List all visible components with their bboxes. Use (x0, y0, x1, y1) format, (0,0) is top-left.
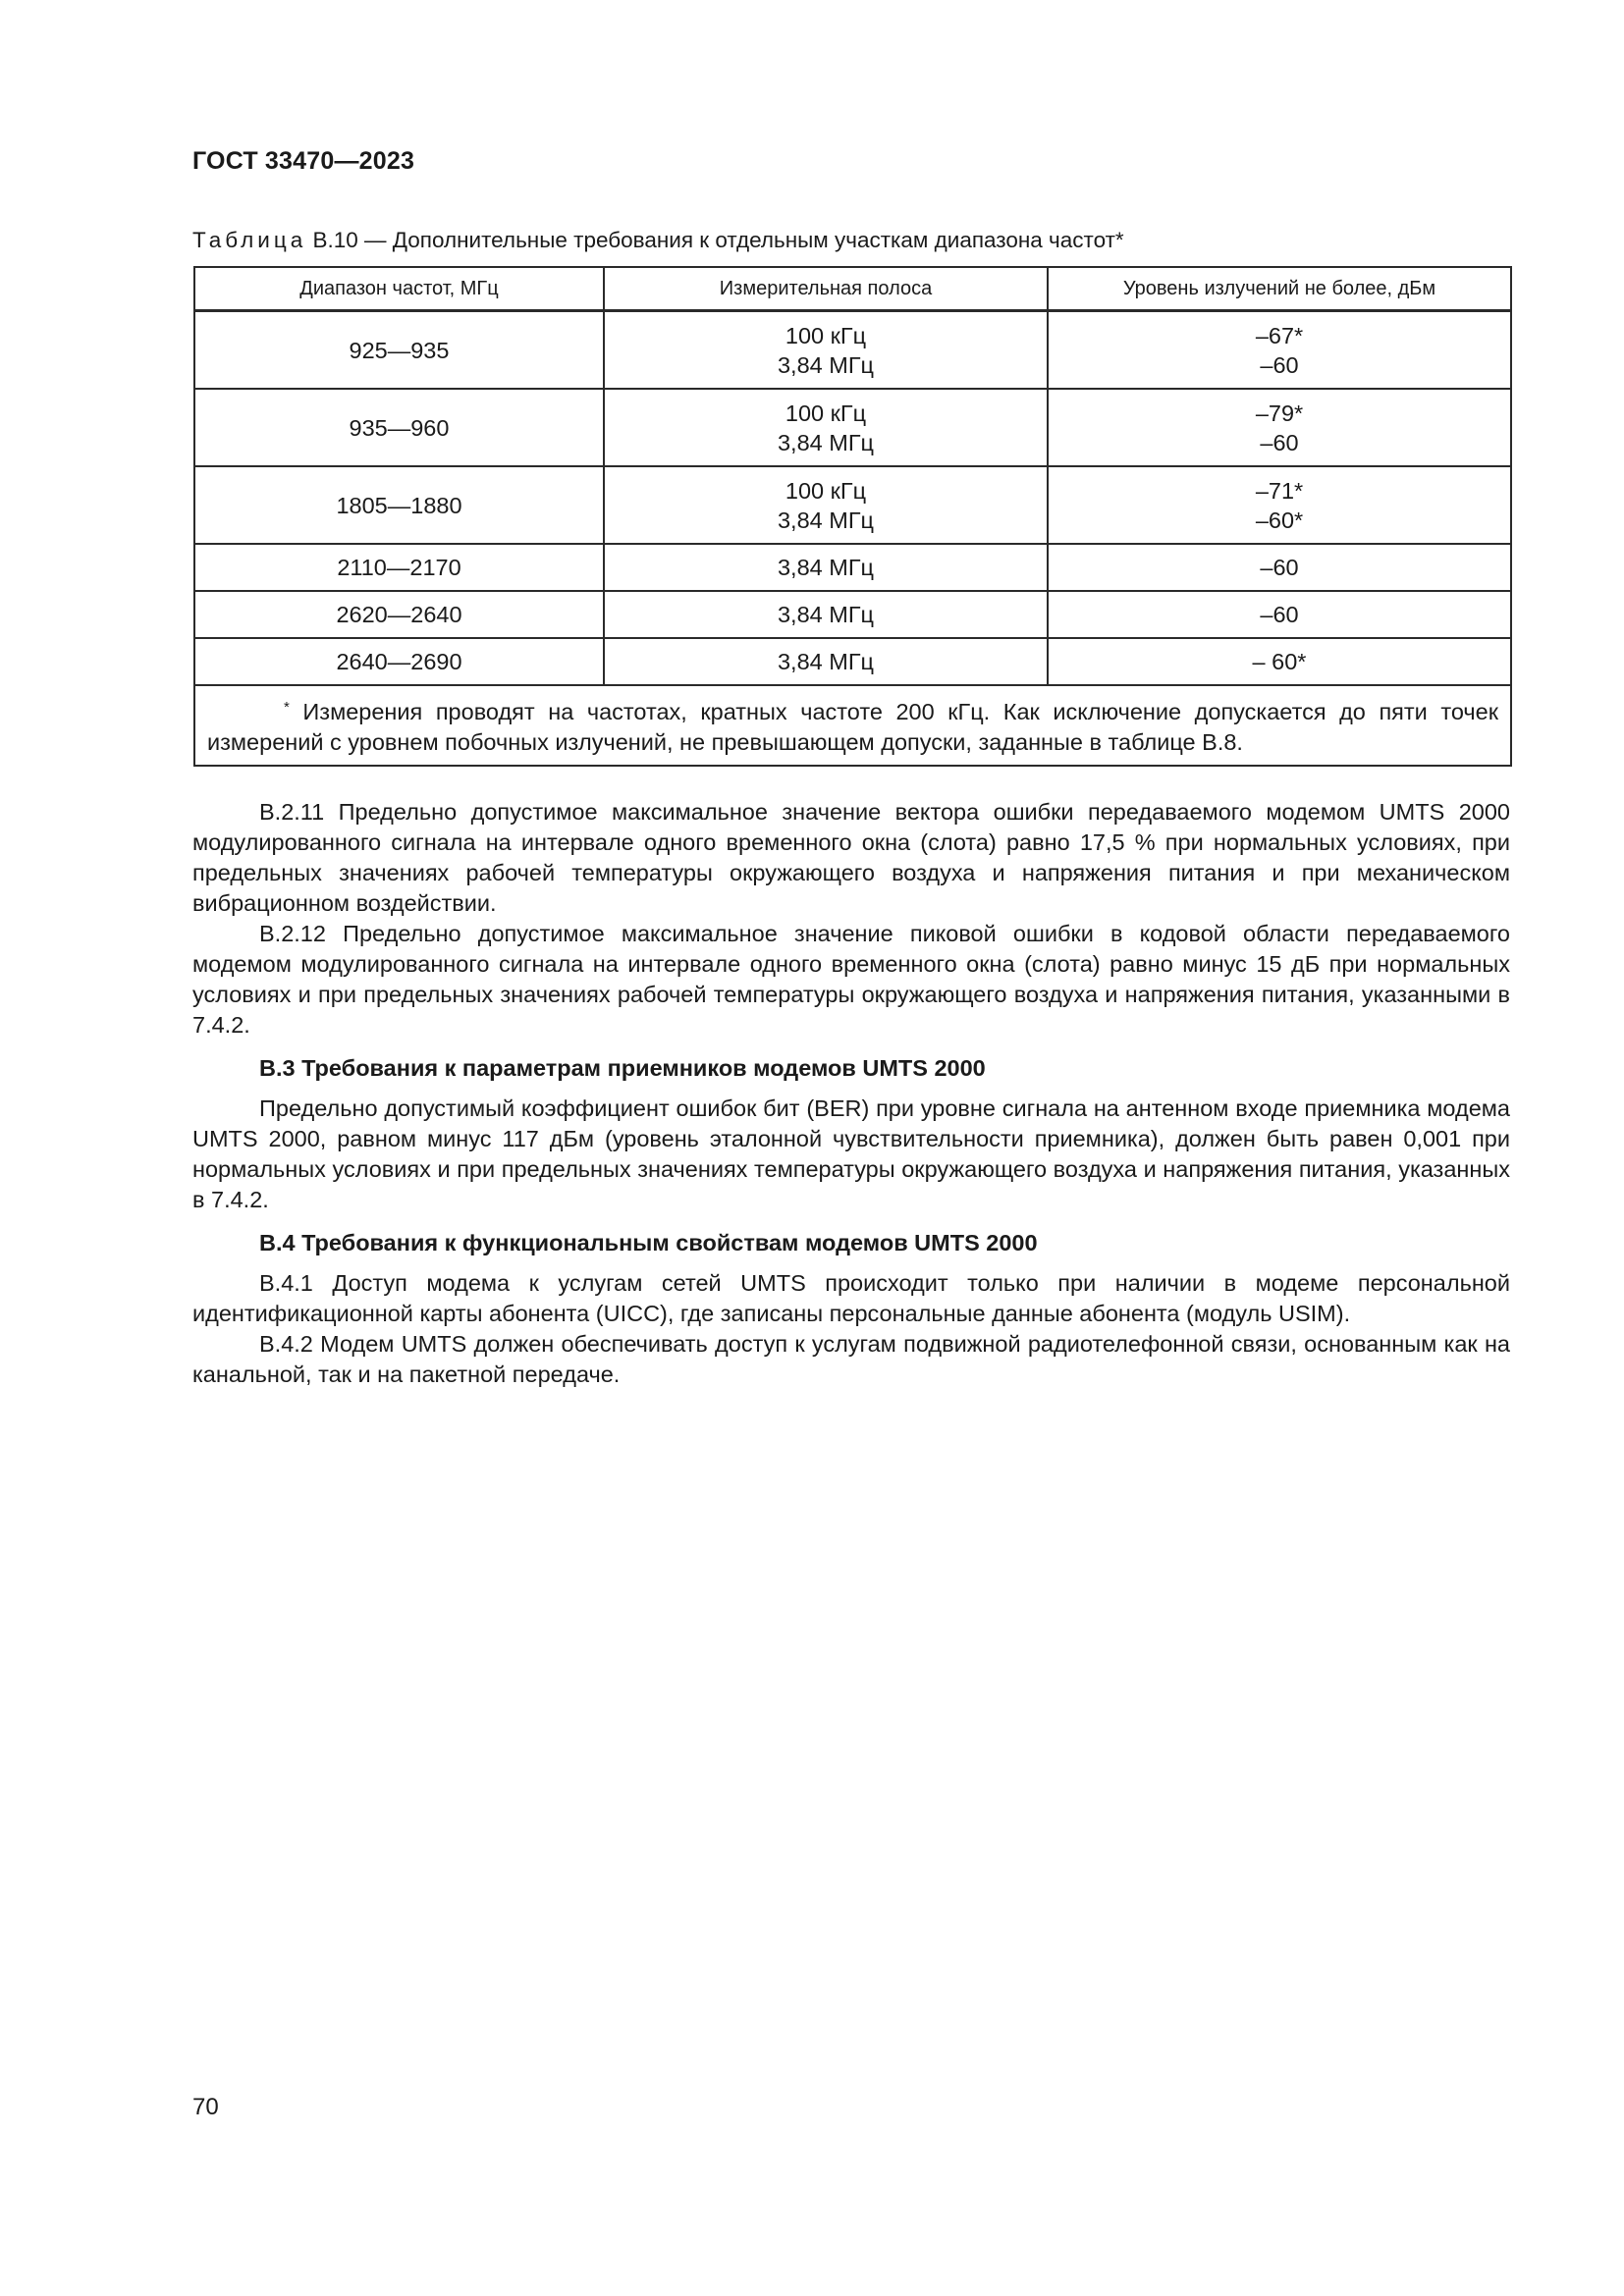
cell-emission-level (1048, 389, 1511, 466)
level-value: –79* (1255, 400, 1304, 426)
level-value: –60 (1260, 351, 1299, 378)
cell-emission-level (1048, 311, 1511, 390)
table-row (194, 389, 1511, 466)
cell-measurement-band (604, 389, 1048, 466)
cell-frequency-range: 925—935 (194, 311, 604, 390)
table-row (194, 638, 1511, 685)
cell-frequency-range: 935—960 (194, 389, 604, 466)
paragraph-b4-1: В.4.1 Доступ модема к услугам сетей UMTS происходит только при наличии в модеме персональной идентификационной карты абонента (UICC), где записаны персональные данные абонента (модуль USIM). (192, 1270, 1510, 1326)
cell-emission-level: – 60* (1048, 638, 1511, 685)
band-value: 100 кГц (785, 477, 867, 504)
paragraph-b2-12: В.2.12 Предельно допустимое максимальное значение пиковой ошибки в кодовой области передаваемого модемом модулированного сигнала на интервале одного временного окна (слота) равно минус 15 дБ при нормальных условиях и при предельных значениях рабочей температуры окружающего воздуха и напряжения питания, указанными в 7.4.2. (192, 921, 1510, 1038)
cell-emission-level: –60 (1048, 544, 1511, 591)
heading-b3: В.3 Требования к параметрам приемников модемов UMTS 2000 (259, 1055, 986, 1081)
table-row (194, 591, 1511, 638)
table-caption (192, 228, 1508, 253)
table-header-row (194, 267, 1511, 311)
paragraph-b2-11: В.2.11 Предельно допустимое максимальное значение вектора ошибки передаваемого модемом UMTS 2000 модулированного сигнала на интервале одного временного окна (слота) равно 17,5 % при нормальных условиях, при предельных значениях рабочей температуры окружающего воздуха и напряжения питания и при механическом вибрационном воздействии. (192, 799, 1510, 916)
table-footnote-row (194, 685, 1511, 766)
cell-frequency-range: 1805—1880 (194, 466, 604, 544)
cell-measurement-band: 3,84 МГц (604, 591, 1048, 638)
cell-measurement-band (604, 466, 1048, 544)
table-footnote (194, 685, 1511, 766)
cell-frequency-range: 2110—2170 (194, 544, 604, 591)
document-body (192, 797, 1510, 1390)
table-caption-text: В.10 — Дополнительные требования к отдельным участкам диапазона частот* (312, 228, 1124, 252)
cell-measurement-band: 3,84 МГц (604, 544, 1048, 591)
footnote-mark: * (284, 698, 290, 716)
level-value: –71* (1255, 477, 1304, 504)
cell-emission-level: –60 (1048, 591, 1511, 638)
header-emission-level: Уровень излучений не более, дБм (1048, 267, 1511, 311)
band-value: 3,84 МГц (777, 507, 875, 533)
table-row (194, 466, 1511, 544)
cell-emission-level (1048, 466, 1511, 544)
paragraph-b3: Предельно допустимый коэффициент ошибок бит (BER) при уровне сигнала на антенном входе приемника модема UMTS 2000, равном минус 117 дБм (уровень эталонной чувствительности приемника), должен быть равен 0,001 при нормальных условиях и при предельных значениях температуры окружающего воздуха и напряжения питания, указанных в 7.4.2. (192, 1095, 1510, 1212)
heading-b4: В.4 Требования к функциональным свойствам модемов UMTS 2000 (259, 1230, 1038, 1255)
frequency-requirements-table (193, 266, 1512, 767)
cell-frequency-range: 2640—2690 (194, 638, 604, 685)
level-value: –67* (1255, 322, 1304, 348)
header-measurement-band: Измерительная полоса (604, 267, 1048, 311)
table-row (194, 311, 1511, 390)
page-number: 70 (192, 2094, 219, 2120)
document-standard-header: ГОСТ 33470—2023 (192, 147, 415, 175)
paragraph-b4-2: В.4.2 Модем UMTS должен обеспечивать доступ к услугам подвижной радиотелефонной связи, основанным как на канальной, так и на пакетной передаче. (192, 1331, 1510, 1387)
footnote-text: Измерения проводят на частотах, кратных частоте 200 кГц. Как исключение допускается до пяти точек измерений с уровнем побочных излучений, не превышающем допуски, заданные в таблице В.8. (207, 698, 1498, 755)
band-value: 3,84 МГц (777, 429, 875, 455)
level-value: –60* (1255, 507, 1304, 533)
table-caption-label: Таблица (192, 228, 307, 252)
band-value: 100 кГц (785, 322, 867, 348)
table-row (194, 544, 1511, 591)
cell-measurement-band (604, 311, 1048, 390)
cell-measurement-band: 3,84 МГц (604, 638, 1048, 685)
band-value: 3,84 МГц (777, 351, 875, 378)
level-value: –60 (1260, 429, 1299, 455)
band-value: 100 кГц (785, 400, 867, 426)
header-frequency-range: Диапазон частот, МГц (194, 267, 604, 311)
cell-frequency-range: 2620—2640 (194, 591, 604, 638)
